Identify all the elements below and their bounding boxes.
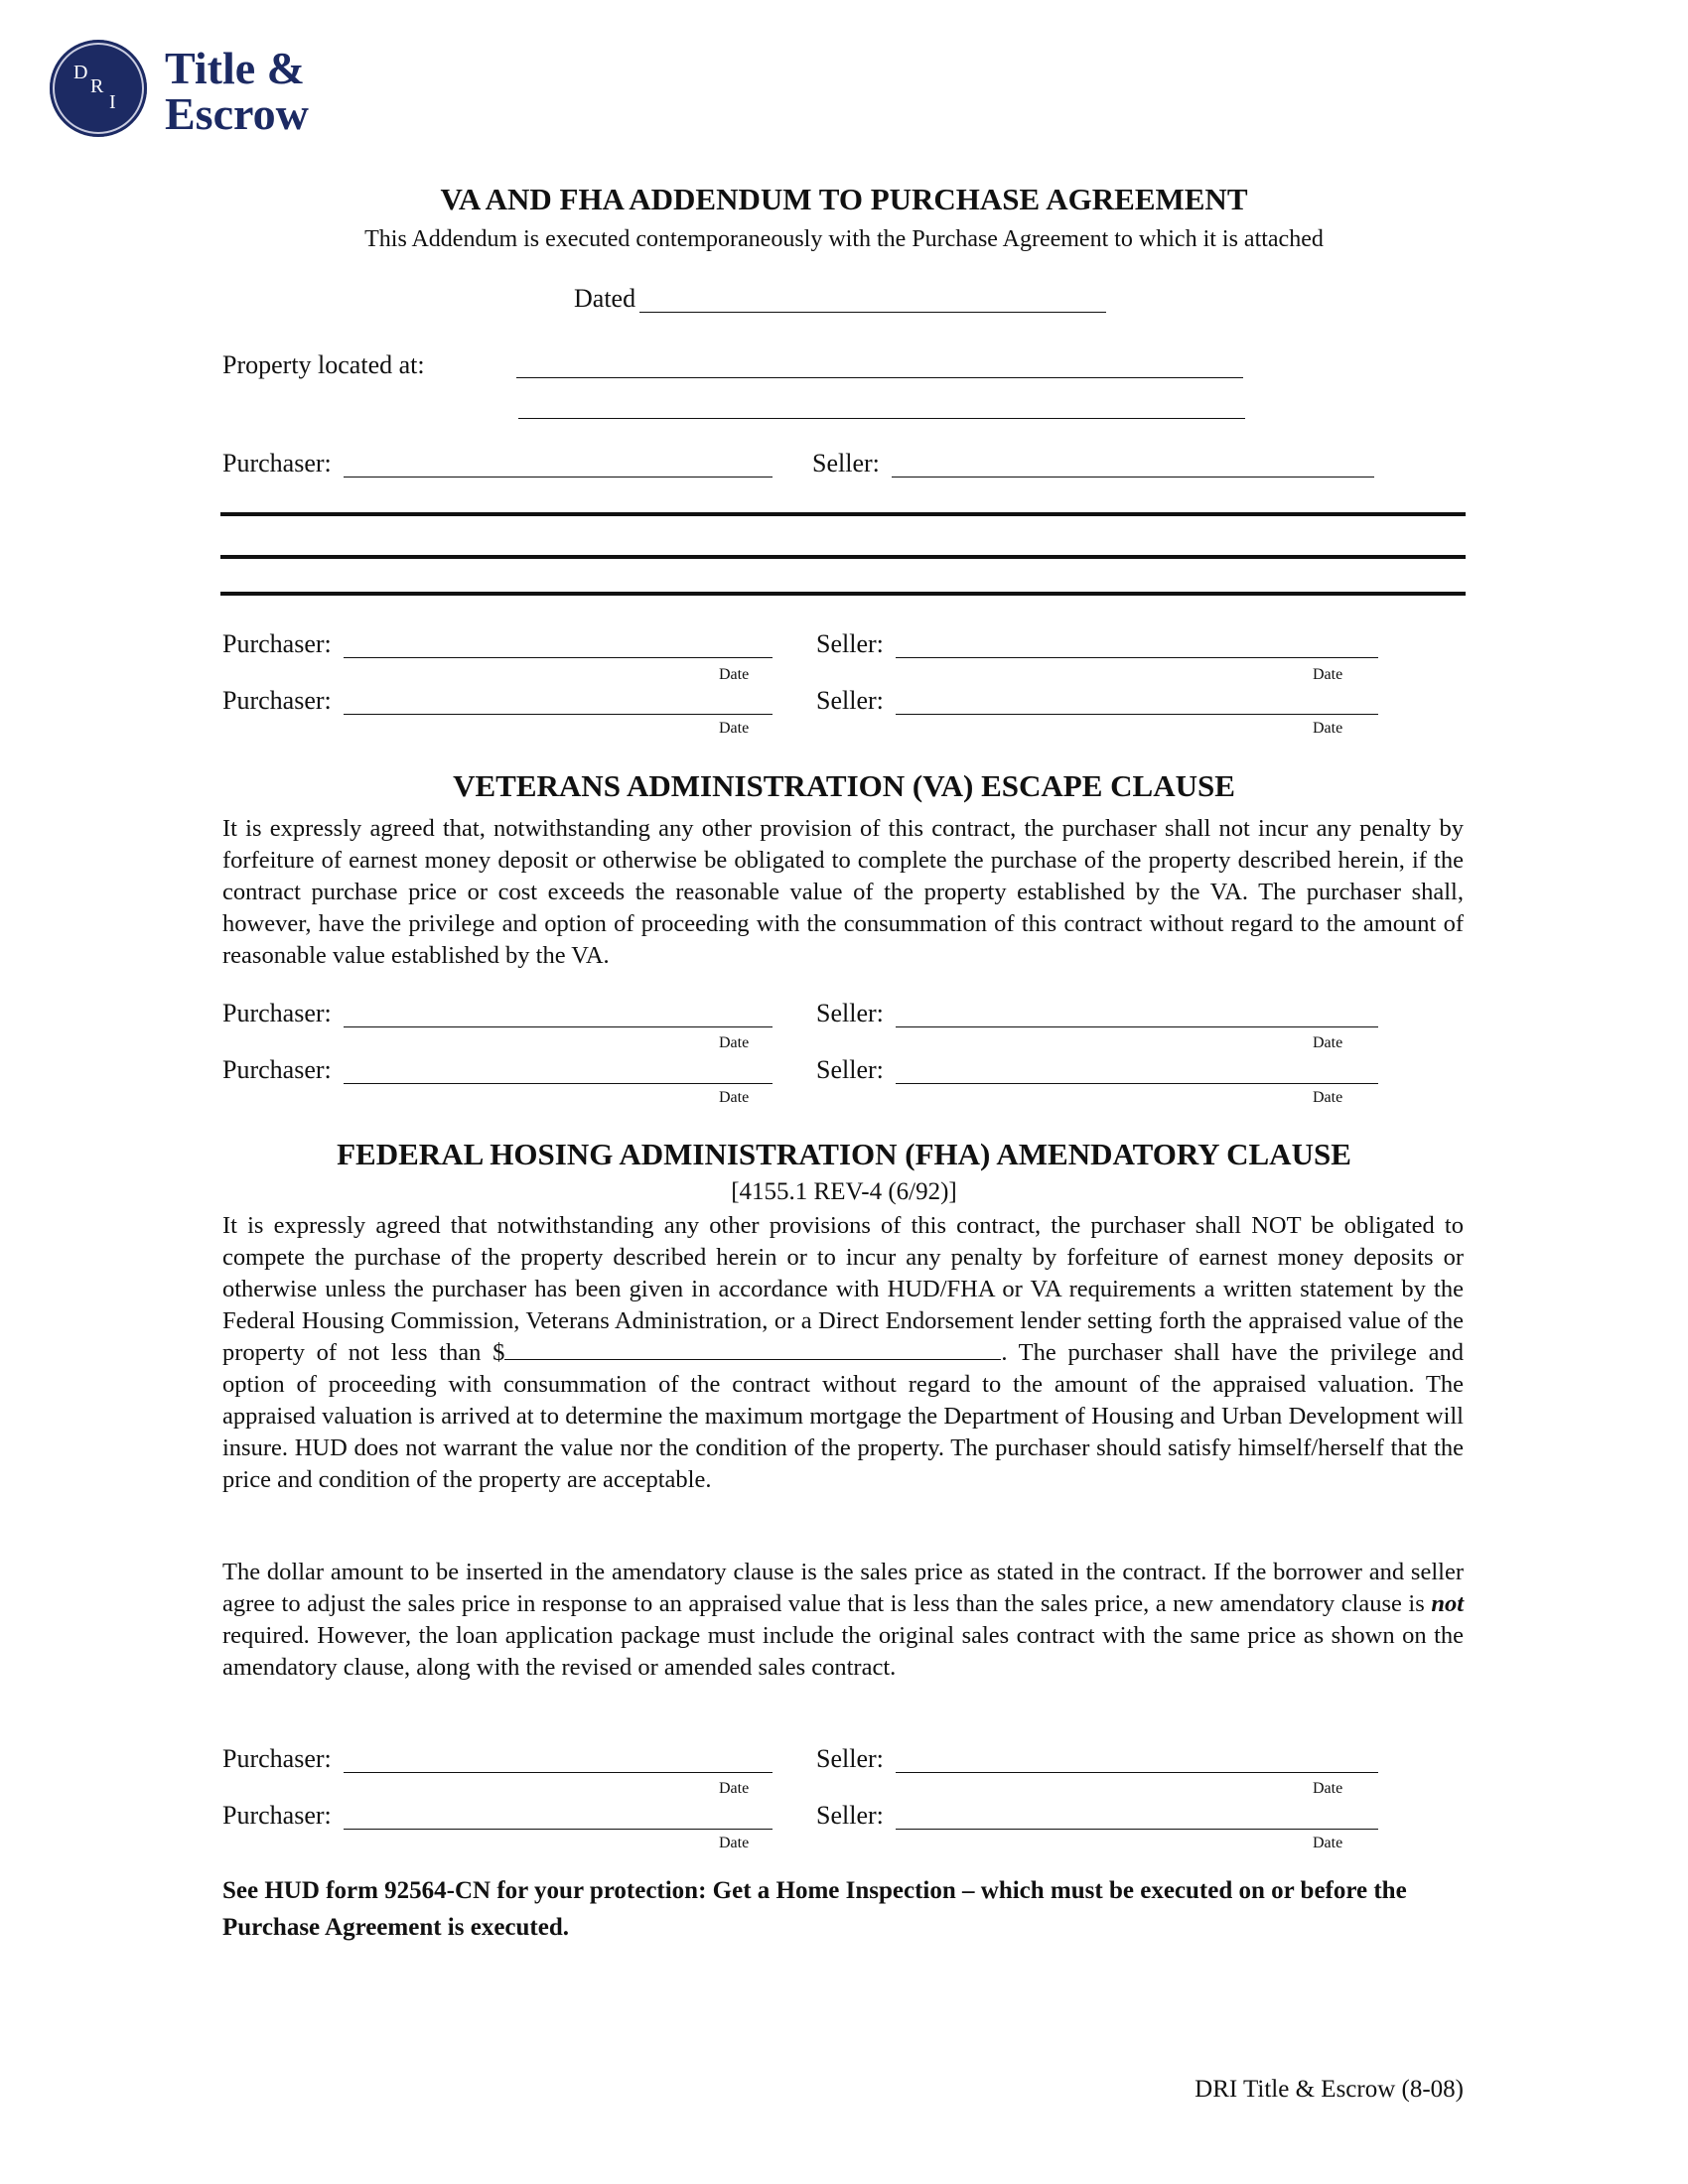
purchaser-label: Purchaser:	[222, 1055, 332, 1084]
form-identifier: DRI Title & Escrow (8-08)	[1195, 2076, 1464, 2103]
dated-label: Dated	[574, 284, 636, 313]
purchaser-signature-line[interactable]	[344, 1083, 773, 1084]
purchaser-label: Purchaser:	[222, 629, 332, 658]
seller-signature-line[interactable]	[896, 1772, 1378, 1773]
seller-label: Seller:	[816, 629, 884, 658]
date-label: Date	[1313, 1835, 1343, 1851]
dated-field[interactable]	[639, 312, 1106, 313]
seller-label: Seller:	[816, 1744, 884, 1773]
purchaser-label: Purchaser:	[222, 686, 332, 715]
logo-text-line2: Escrow	[165, 88, 309, 139]
seller-signature-line[interactable]	[896, 657, 1378, 658]
company-seal-logo	[50, 40, 147, 137]
date-label: Date	[1313, 1034, 1343, 1051]
date-label: Date	[719, 1089, 750, 1106]
divider-rule	[220, 512, 1466, 516]
seller-signature-line[interactable]	[896, 1026, 1378, 1027]
seller-label: Seller:	[812, 449, 880, 478]
property-address-line-2[interactable]	[518, 418, 1245, 419]
appraised-value-field[interactable]	[504, 1337, 1001, 1360]
seller-label: Seller:	[816, 686, 884, 715]
divider-rule	[220, 555, 1466, 559]
page-title: VA AND FHA ADDENDUM TO PURCHASE AGREEMENT	[440, 182, 1248, 216]
date-label: Date	[1313, 1780, 1343, 1797]
date-label: Date	[719, 1780, 750, 1797]
fha-clause-part2: . The purchaser shall have the privilege and option of proceeding with consummation of the contract without regard to the amount of the appraised valuation. The appraised valuation is arrived at to determine the maximum mortgage the Department of Housing and Urban Development will insure. HUD does not warrant the value nor the condition of the property. The purchaser should satisfy himself/herself that the price and condition of the property are acceptable.	[222, 1339, 1464, 1493]
fha-note-text	[222, 1557, 1464, 1684]
fha-note-part2: required. However, the loan application package must include the original sales contract with the same price as shown on the amendatory clause, along with the revised or amended sales contract.	[222, 1622, 1464, 1681]
seller-label: Seller:	[816, 999, 884, 1027]
purchaser-label: Purchaser:	[222, 1744, 332, 1773]
divider-rule	[220, 592, 1466, 596]
fha-note-part1: The dollar amount to be inserted in the amendatory clause is the sales price as stated in the contract. If the borrower and seller agree to adjust the sales price in response to an appraised value that is less than the sales price, a new amendatory clause is	[222, 1559, 1464, 1617]
seal-letter-r: R	[90, 75, 104, 97]
emphasis-not: not	[1431, 1590, 1464, 1617]
date-label: Date	[719, 1835, 750, 1851]
page-subtitle: This Addendum is executed contemporaneously with the Purchase Agreement to which it is attached	[364, 226, 1324, 252]
va-clause-text: It is expressly agreed that, notwithstanding any other provision of this contract, the purchaser shall not incur any penalty by forfeiture of earnest money deposit or otherwise be obligated to complete the purchase of the property described herein, if the contract purchase price or cost exceeds the reasonable value of the property established by the VA. The purchaser shall, however, have the privilege and option of proceeding with the consummation of this contract without regard to the amount of reasonable value established by the VA.	[222, 815, 1464, 969]
date-label: Date	[719, 666, 750, 683]
va-section-title: VETERANS ADMINISTRATION (VA) ESCAPE CLAUSE	[453, 768, 1235, 803]
date-label: Date	[719, 1034, 750, 1051]
fha-clause-text	[222, 1210, 1464, 1496]
purchaser-signature-line[interactable]	[344, 1026, 773, 1027]
purchaser-label: Purchaser:	[222, 449, 332, 478]
date-label: Date	[1313, 666, 1343, 683]
purchaser-name-field[interactable]	[344, 477, 773, 478]
purchaser-signature-line[interactable]	[344, 657, 773, 658]
fha-reference: [4155.1 REV-4 (6/92)]	[731, 1178, 957, 1205]
seller-label: Seller:	[816, 1055, 884, 1084]
seller-signature-line[interactable]	[896, 714, 1378, 715]
date-label: Date	[1313, 720, 1343, 737]
seller-name-field[interactable]	[892, 477, 1374, 478]
purchaser-signature-line[interactable]	[344, 714, 773, 715]
seal-letter-i: I	[109, 91, 116, 113]
purchaser-label: Purchaser:	[222, 999, 332, 1027]
date-label: Date	[1313, 1089, 1343, 1106]
dollar-sign: $	[492, 1339, 505, 1366]
property-address-line-1[interactable]	[516, 377, 1243, 378]
seller-signature-line[interactable]	[896, 1083, 1378, 1084]
seller-signature-line[interactable]	[896, 1829, 1378, 1830]
fha-section-title: FEDERAL HOSING ADMINISTRATION (FHA) AMENDATORY CLAUSE	[337, 1137, 1351, 1171]
purchaser-label: Purchaser:	[222, 1801, 332, 1830]
logo-text-line1: Title &	[165, 43, 305, 93]
company-logo-text	[165, 43, 309, 139]
date-label: Date	[719, 720, 750, 737]
purchaser-signature-line[interactable]	[344, 1829, 773, 1830]
seal-letter-d: D	[73, 62, 88, 83]
fha-clause-part1: It is expressly agreed that notwithstanding any other provisions of this contract, the purchaser shall NOT be obligated to compete the purchase of the property described herein or to incur any penalty by forfeiture of earnest money deposits or otherwise unless the purchaser has been given in accordance with HUD/FHA or VA requirements a written statement by the Federal Housing Commission, Veterans Administration, or a Direct Endorsement lender setting forth the appraised value of the property of not less than	[222, 1212, 1464, 1366]
seller-label: Seller:	[816, 1801, 884, 1830]
home-inspection-notice: See HUD form 92564-CN for your protection: Get a Home Inspection – which must be executed on or before the Purchase Agreement is executed.	[222, 1877, 1407, 1941]
property-label: Property located at:	[222, 350, 425, 379]
purchaser-signature-line[interactable]	[344, 1772, 773, 1773]
